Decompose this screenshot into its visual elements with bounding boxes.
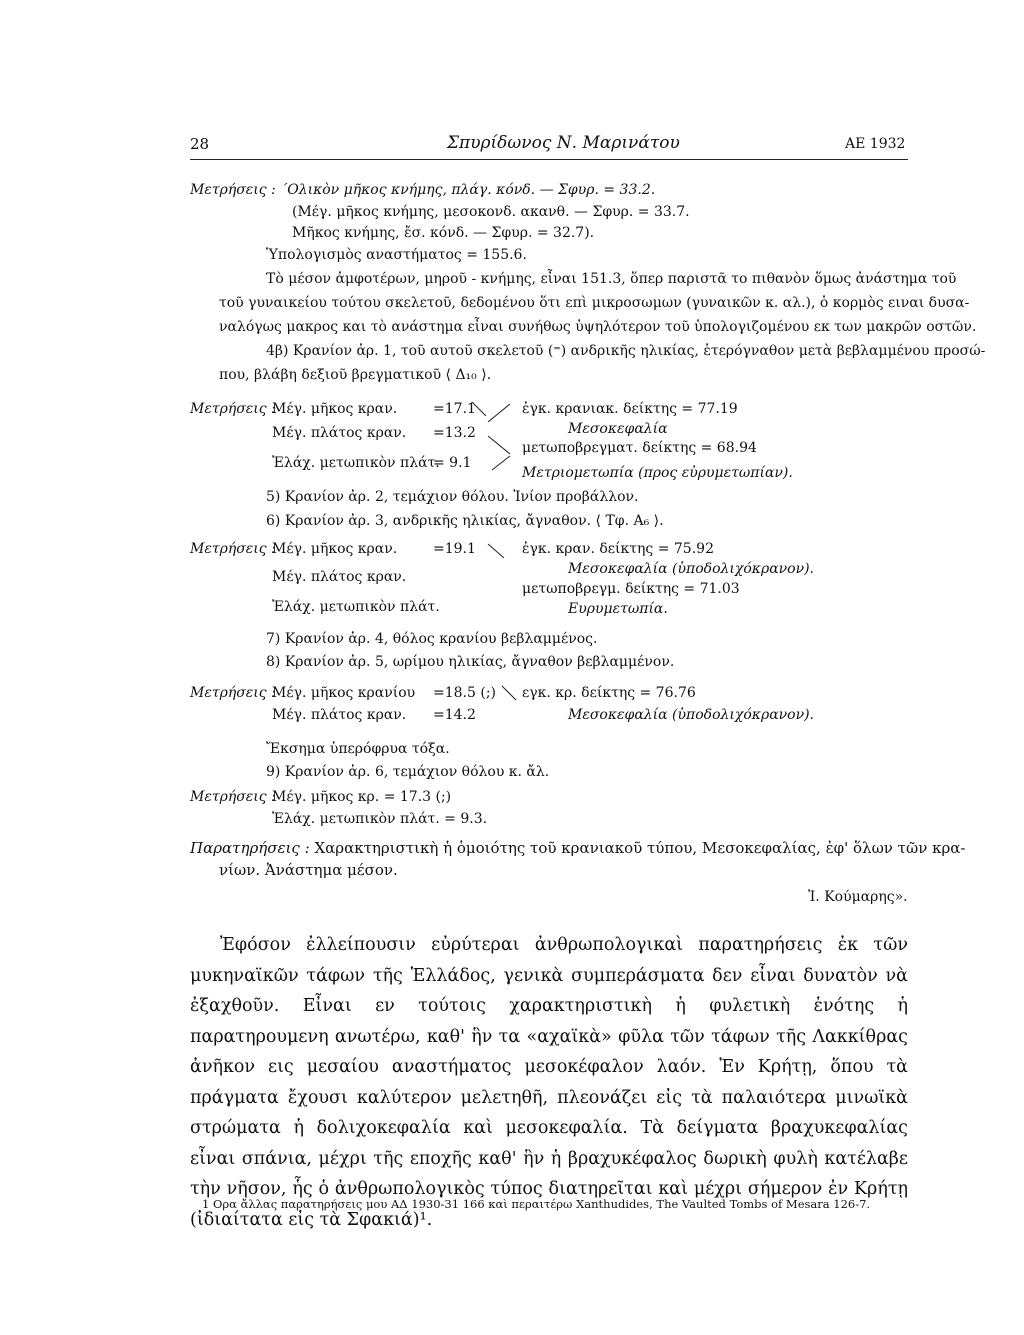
skull-4-line-2: που, βλάβη δεξιοῦ βρεγματικοῦ ⟨ Δ₁₀ ⟩.	[219, 367, 492, 383]
skull-7: 7) Κρανίον ἀρ. 4, θόλος κρανίου βεβλαμμένος.	[266, 631, 598, 647]
running-head-journal: ΑΕ 1932	[845, 136, 906, 152]
skull-5: 5) Κρανίον ἀρ. 2, τεμάχιον θόλου. Ἰνίον προβάλλον.	[266, 489, 639, 505]
block3-result-1: εγκ. κρ. δείκτης = 76.76	[522, 685, 696, 701]
intro-line-3: Μῆκος κνήμης, ἔσ. κόνδ. — Σφυρ. = 32.7).	[292, 225, 595, 241]
block3-label: Μετρήσεις :	[190, 685, 276, 701]
block2-row-1-value: =19.1	[433, 541, 476, 557]
block2-row-2-name: Μέγ. πλάτος κραν.	[272, 569, 407, 585]
brow-ridges-note: Ἔκσημα ὑπερόφρυα τόξα.	[266, 741, 450, 757]
intro-para-line-2: τοῦ γυναικείου τούτου σκελετοῦ, δεδομένου ὅτι επὶ μικροσωμων (γυναικῶν κ. αλ.), ὁ κορμὸς ειναι δυσα-	[219, 295, 970, 311]
header-rule	[190, 159, 908, 160]
block2-bracket-line	[486, 540, 508, 560]
block1-row-2-value: =13.2	[433, 425, 476, 441]
block1-row-1-value: =17.1	[433, 401, 476, 417]
block2-result-4: Ευρυμετωπία.	[568, 601, 668, 617]
intro-para-line-1: Τὸ μέσον ἀμφοτέρων, μηροῦ - κνήμης, εἶναι 151.3, ὅπερ παριστᾶ το πιθανὸν ὅμως ἀνάστημα τοῦ	[266, 271, 957, 287]
intro-para-line-3: ναλόγως μακρος και τὸ ανάστημα εἶναι συνήθως ὑψηλότερον τοῦ ὑπολογιζομένου εκ των μακρῶν οστῶν.	[219, 319, 977, 335]
page-number: 28	[190, 135, 210, 153]
block3-result-2: Μεσοκεφαλία (ὑποδολιχόκρανον).	[568, 707, 815, 723]
block3-row-2-value: =14.2	[433, 707, 476, 723]
remarks-line-1: Παρατηρήσεις : Χαρακτηριστικὴ ἡ ὁμοιότης τοῦ κρανιακοῦ τύπου, Μεσοκεφαλίας, ἐφ' ὅλων τῶν κρα-	[190, 839, 966, 857]
skull-6: 6) Κρανίον ἀρ. 3, ανδρικῆς ηλικίας, ἄγναθον. ⟨ Τφ. Α₆ ⟩.	[266, 513, 664, 529]
block1-bracket-lines	[470, 398, 514, 476]
block3-row-2-name: Μέγ. πλάτος κραν.	[272, 707, 407, 723]
block1-row-1-name: Μέγ. μῆκος κραν.	[272, 401, 398, 417]
intro-line-2: (Μέγ. μῆκος κνήμης, μεσοκονδ. ακανθ. — Σφυρ. = 33.7.	[292, 204, 690, 220]
block3-bracket-line	[500, 682, 522, 702]
block4-label: Μετρήσεις :	[190, 789, 276, 805]
intro-line-1: Μετρήσεις : ΄Ολικὸν μῆκος κνήμης, πλάγ. κόνδ. — Σφυρ. = 33.2.	[190, 182, 656, 198]
intro-line-4: Ὑπολογισμὸς αναστήματος = 155.6.	[266, 247, 527, 263]
block2-result-3: μετωποβρεγμ. δείκτης = 71.03	[522, 581, 740, 597]
remarks-signature: Ἰ. Κούμαρης».	[808, 889, 908, 905]
remarks-line-2: νίων. Ἀνάστημα μέσον.	[219, 861, 398, 879]
block4-line-1: Μέγ. μῆκος κρ. = 17.3 (;)	[272, 789, 452, 805]
block2-label: Μετρήσεις :	[190, 541, 276, 557]
body-text	[190, 930, 908, 1235]
block1-result-1: ἐγκ. κρανιακ. δείκτης = 77.19	[522, 401, 738, 417]
block1-label: Μετρήσεις :	[190, 401, 276, 417]
skull-9: 9) Κρανίον ἀρ. 6, τεμάχιον θόλου κ. ἄλ.	[266, 764, 550, 780]
block2-result-1: ἐγκ. κραν. δείκτης = 75.92	[522, 541, 714, 557]
block1-row-3-value: = 9.1	[433, 455, 472, 471]
block4-line-2: Ἐλάχ. μετωπικὸν πλάτ. = 9.3.	[272, 811, 488, 827]
body-paragraph: Ἐφόσον ἐλλείπουσιν εὐρύτεραι ἀνθρωπολογικαὶ παρατηρήσεις ἐκ τῶν μυκηναϊκῶν τάφων τῆς Ἑλλάδος, γενικὰ συμπεράσματα δεν εἶναι δυνατὸν νὰ ἐξαχθοῦν. Εἶναι εν τούτοις χαρακτηριστικὴ ἡ φυλετικὴ ἑνότης ἡ παρατηρουμενη ανωτέρω, καθ' ἣν τα «αχαϊκὰ» φῦλα τῶν τάφων τῆς Λακκίθρας ἀνῆκον εις μεσαίου αναστήματος μεσοκέφαλον λαόν. Ἐν Κρήτῃ, ὅπου τὰ πράγματα ἔχουσι καλύτερον μελετηθῆ, πλεονάζει εἰς τὰ παλαιότερα μινωϊκὰ στρώματα ἡ δολιχοκεφαλία καὶ μεσοκεφαλία. Τὰ δείγματα βραχυκεφαλίας εἶναι σπάνια, μέχρι τῆς εποχῆς καθ' ἣν ἡ βραχυκέφαλος δωρικὴ φυλὴ κατέλαβε τὴν νῆσον, ἧς ὁ ἀνθρωπολογικὸς τύπος διατηρεῖται καὶ μέχρι σήμερον ἐν Κρήτῃ (ἰδιαίτατα εἰς τὰ Σφακιά)¹.	[190, 935, 908, 1230]
block3-row-1-value: =18.5 (;)	[433, 685, 496, 701]
skull-4-line-1: 4β) Κρανίον ἀρ. 1, τοῦ αυτοῦ σκελετοῦ (⁼) ανδρικῆς ηλικίας, ἑτερόγναθον μετὰ βεβλαμμένου προσώ-	[266, 343, 986, 359]
block2-result-2: Μεσοκεφαλία (ὑποδολιχόκρανον).	[568, 561, 815, 577]
block1-result-2: Μεσοκεφαλία	[568, 421, 668, 437]
footnote: 1 Ορα ἄλλας παρατηρήσεις μου ΑΔ 1930-31 166 καὶ περαιτέρω Xanthudides, The Vaulted Tombs of Mesara 126-7.	[202, 1197, 871, 1211]
block1-result-3: μετωποβρεγματ. δείκτης = 68.94	[522, 440, 757, 456]
block2-row-3-name: Ἐλάχ. μετωπικὸν πλάτ.	[272, 599, 440, 615]
block3-row-1-name: Μέγ. μῆκος κρανίου	[272, 685, 416, 701]
block1-row-2-name: Μέγ. πλάτος κραν.	[272, 425, 407, 441]
running-head-author: Σπυρίδωνος Ν. Μαρινάτου	[447, 133, 680, 153]
block2-row-1-name: Μέγ. μῆκος κραν.	[272, 541, 398, 557]
block1-row-3-name: Ἐλάχ. μετωπικὸν πλάτ.	[272, 455, 440, 471]
block1-result-4: Μετριομετωπία (προς εὐρυμετωπίαν).	[522, 465, 793, 481]
skull-8: 8) Κρανίον ἀρ. 5, ωρίμου ηλικίας, ἄγναθον βεβλαμμένον.	[266, 654, 675, 670]
